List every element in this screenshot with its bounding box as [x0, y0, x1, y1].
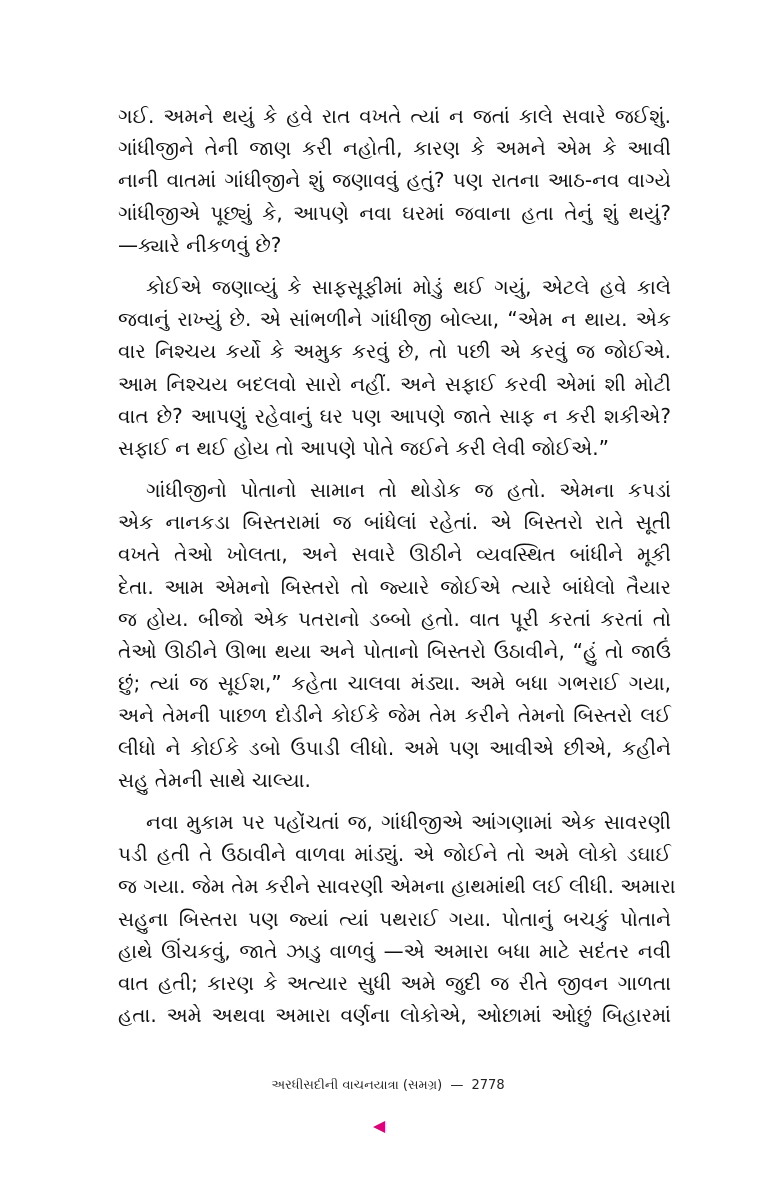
body-text — [118, 100, 676, 1031]
text-line: હતા. અમે અથવા અમારા વર્ણના લોકોએ, ઓછામાં ઓછું બિહારમાં — [118, 1003, 671, 1028]
paragraph-gap — [118, 464, 671, 474]
paragraph-1 — [118, 100, 671, 261]
text-line: —ક્યારે નીકળવું છે? — [118, 232, 282, 257]
text-line: સહુના બિસ્તરા પણ જ્યાં ત્યાં પથરાઈ ગયા. પોતાનું બચકું પોતાને — [118, 906, 671, 931]
text-line: જ ગયા. જેમ તેમ કરીને સાવરણી એમના હાથમાંથી લઈ લીધી. અમારા — [118, 874, 676, 899]
text-line: નાની વાતમાં ગાંધીજીને શું જણાવવું હતું? પણ રાતના આઠ-નવ વાગ્યે — [118, 168, 671, 193]
page-footer — [0, 1078, 776, 1093]
text-line: ગાંધીજીનો પોતાનો સામાન તો થોડોક જ હતો. એમના કપડાં — [146, 478, 671, 503]
text-line: જવાનું રાખ્યું છે. એ સાંભળીને ગાંધીજી બોલ્યા, “એમ ન થાય. એક — [118, 307, 671, 332]
text-line: ગઈ. અમને થયું કે હવે રાત વખતે ત્યાં ન જતાં કાલે સવારે જઈશું. — [118, 104, 671, 128]
text-line: દેતા. આમ એમનો બિસ્તરો તો જ્યારે જોઈએ ત્યારે બાંધેલો તૈયાર — [118, 574, 671, 599]
page-number: 2778 — [471, 1078, 505, 1093]
text-line: વખતે તેઓ ખોલતા, અને સવારે ઊઠીને વ્યવસ્થિત બાંધીને મૂકી — [118, 542, 671, 567]
book-title: અરધીસદીની વાચનયાત્રા (સમગ્ર) — [271, 1078, 443, 1093]
paragraph-gap — [118, 796, 671, 806]
text-line: જ હોય. બીજો એક પતરાનો ડબ્બો હતો. વાત પૂરી કરતાં કરતાં તો — [118, 606, 671, 631]
text-line: એક નાનકડા બિસ્તરામાં જ બાંધેલાં રહેતાં. એ બિસ્તરો રાતે સૂતી — [118, 510, 671, 535]
text-line: અને તેમની પાછળ દોડીને કોઈકે જેમ તેમ કરીને તેમનો બિસ્તરો લઈ — [118, 703, 671, 728]
paragraph-gap — [118, 261, 671, 271]
previous-page-arrow-icon[interactable] — [373, 1121, 385, 1133]
text-line: હાથે ઊંચકવું, જાતે ઝાડુ વાળવું —એ અમારા બધા માટે સદંતર નવી — [118, 938, 671, 963]
text-line: નવા મુકામ પર પહોંચતાં જ, ગાંધીજીએ આંગણામાં એક સાવરણી — [146, 809, 671, 834]
text-line: સફાઈ ન થઈ હોય તો આપણે પોતે જઈને કરી લેવી જોઈએ.” — [118, 435, 609, 460]
text-line: કોઈએ જણાવ્યું કે સાફસૂફીમાં મોડું થઈ ગયું, એટલે હવે કાલે — [146, 274, 671, 299]
text-line: તેઓ ઊઠીને ઊભા થયા અને પોતાનો બિસ્તરો ઉઠાવીને, “હું તો જાઉં — [118, 639, 671, 663]
paragraph-3 — [118, 474, 671, 796]
text-line: ગાંધીજીને તેની જાણ કરી નહોતી, કારણ કે અમને એમ કે આવી — [118, 136, 671, 161]
text-line: વાત છે? આપણું રહેવાનું ઘર પણ આપણે જાતે સાફ ન કરી શકીએ? — [118, 403, 671, 428]
footer-separator: — — [450, 1078, 464, 1093]
text-line: આમ નિશ્ચય બદલવો સારો નહીં. અને સફાઈ કરવી એમાં શી મોટી — [118, 371, 671, 396]
text-line: છું; ત્યાં જ સૂઈશ,” કહેતા ચાલવા મંડ્યા. અમે બધા ગભરાઈ ગયા, — [118, 671, 671, 696]
text-line: લીધો ને કોઈકે ડબો ઉપાડી લીધો. અમે પણ આવીએ છીએ, કહીને — [118, 735, 671, 760]
paragraph-4 — [118, 806, 676, 1031]
text-line: વાર નિશ્ચય કર્યો કે અમુક કરવું છે, તો પછી એ કરવું જ જોઈએ. — [118, 339, 671, 364]
paragraph-2 — [118, 271, 671, 464]
text-line: સહુ તેમની સાથે ચાલ્યા. — [118, 767, 311, 792]
text-line: ગાંધીજીએ પૂછ્યું કે, આપણે નવા ઘરમાં જવાના હતા તેનું શું થયું? — [118, 200, 671, 225]
text-line: વાત હતી; કારણ કે અત્યાર સુધી અમે જુદી જ રીતે જીવન ગાળતા — [118, 970, 671, 995]
text-line: પડી હતી તે ઉઠાવીને વાળવા માંડ્યું. એ જોઈને તો અમે લોકો ડઘાઈ — [118, 842, 671, 867]
